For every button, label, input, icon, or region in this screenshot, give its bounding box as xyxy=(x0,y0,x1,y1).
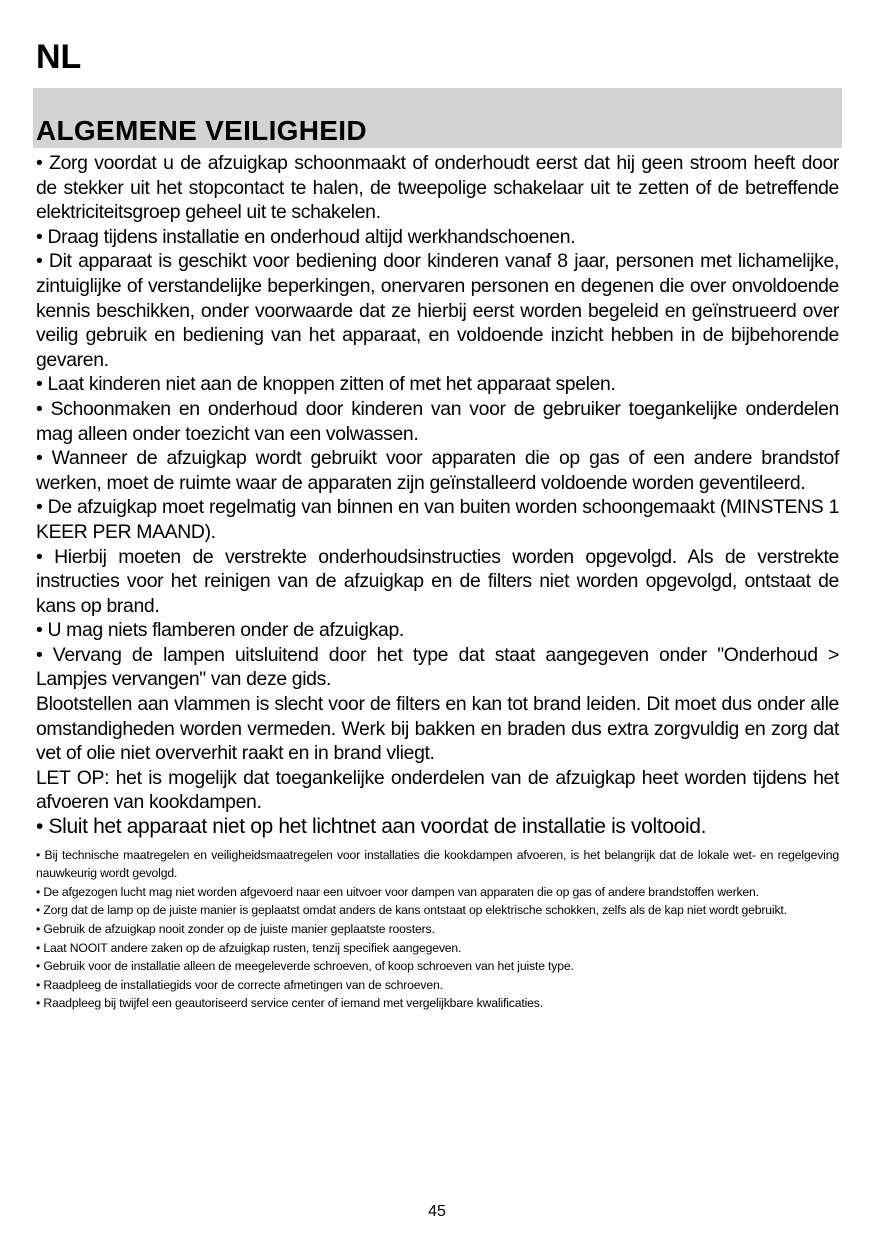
installation-note: • Gebruik de afzuigkap nooit zonder op de juiste manier geplaatste roosters. xyxy=(36,922,435,936)
main-safety-list xyxy=(36,151,839,840)
language-code: NL xyxy=(36,38,82,76)
safety-paragraph: Blootstellen aan vlammen is slecht voor de filters en kan tot brand leiden. Dit moet dus onder alle omstandigheden worden vermeden. Werk bij bakken en braden dus extra zorgvuldig en zorg dat vet of olie niet oververhit raakt en in brand vliegt. xyxy=(36,693,839,765)
safety-paragraph: • Laat kinderen niet aan de knoppen zitten of met het apparaat spelen. xyxy=(36,373,616,396)
safety-paragraph: LET OP: het is mogelijk dat toegankelijke onderdelen van de afzuigkap heet worden tijdens het afvoeren van kookdampen. xyxy=(36,766,839,814)
installation-note: • Zorg dat de lamp op de juiste manier is geplaatst omdat anders de kans ontstaat op elektrische schokken, zelfs als de kap niet wordt gebruikt. xyxy=(36,903,787,918)
page-content xyxy=(36,151,839,1013)
installation-note: • Raadpleeg de installatiegids voor de correcte afmetingen van de schroeven. xyxy=(36,977,443,992)
safety-paragraph: • De afzuigkap moet regelmatig van binnen en van buiten worden schoongemaakt (MINSTENS 1 KEER PER MAAND). xyxy=(36,496,839,543)
installation-note: • Gebruik voor de installatie alleen de meegeleverde schroeven, of koop schroeven van het juiste type. xyxy=(36,959,574,974)
safety-paragraph: • Draag tijdens installatie en onderhoud altijd werkhandschoenen. xyxy=(36,225,576,248)
safety-paragraph: • Zorg voordat u de afzuigkap schoonmaakt of onderhoudt eerst dat hij geen stroom heeft door de stekker uit het stopcontact te halen, de tweepolige schakelaar uit te zetten of de betreffende elektriciteitsgroep geheel uit te schakelen. xyxy=(36,152,839,224)
safety-paragraph: • Dit apparaat is geschikt voor bediening door kinderen vanaf 8 jaar, personen met lichamelijke, zintuiglijke of verstandelijke beperkingen, onervaren personen en degenen die over onvoldoende kennis beschikken, onder voorwaarde dat ze hierbij eerst worden begeleid en geïnstrueerd over veilig gebruik en bediening van het apparaat, en voldoende inzicht hebben in de bijbehorende gevaren. xyxy=(36,250,839,371)
safety-paragraph: • Vervang de lampen uitsluitend door het type dat staat aangegeven onder "Onderhoud > Lampjes vervangen" van deze gids. xyxy=(36,643,839,691)
safety-paragraph: • Hierbij moeten de verstrekte onderhoudsinstructies worden opgevolgd. Als de verstrekte instructies voor het reinigen van de afzuigkap en de filters niet worden opgevolgd, ontstaat de kans op brand. xyxy=(36,545,839,617)
installation-notes-list xyxy=(36,846,839,1013)
installation-note: • Bij technische maatregelen en veiligheidsmaatregelen voor installaties die kookdampen afvoeren, is het belangrijk dat de lokale wet- en regelgeving nauwkeurig wordt gevolgd. xyxy=(36,847,839,881)
section-header-bar xyxy=(33,88,842,148)
installation-note: • Raadpleeg bij twijfel een geautoriseerd service center of iemand met vergelijkbare kwalificaties. xyxy=(36,996,543,1011)
safety-paragraph: • U mag niets flamberen onder de afzuigkap. xyxy=(36,619,404,642)
installation-note: • Laat NOOIT andere zaken op de afzuigkap rusten, tenzij specifiek aangegeven. xyxy=(36,940,462,955)
section-title: ALGEMENE VEILIGHEID xyxy=(36,115,367,146)
safety-paragraph: • Wanneer de afzuigkap wordt gebruikt voor apparaten die op gas of een andere brandstof werken, moet de ruimte waar de apparaten zijn geïnstalleerd voldoende worden geventileerd. xyxy=(36,447,839,494)
page-number: 45 xyxy=(428,1203,446,1220)
safety-paragraph: • Schoonmaken en onderhoud door kinderen van voor de gebruiker toegankelijke onderdelen mag alleen onder toezicht van een volwassen. xyxy=(36,397,839,445)
safety-paragraph: • Sluit het apparaat niet op het lichtnet aan voordat de installatie is voltooid. xyxy=(36,815,707,839)
installation-note: • De afgezogen lucht mag niet worden afgevoerd naar een uitvoer voor dampen van apparaten die op gas of andere brandstoffen werken. xyxy=(36,884,759,899)
